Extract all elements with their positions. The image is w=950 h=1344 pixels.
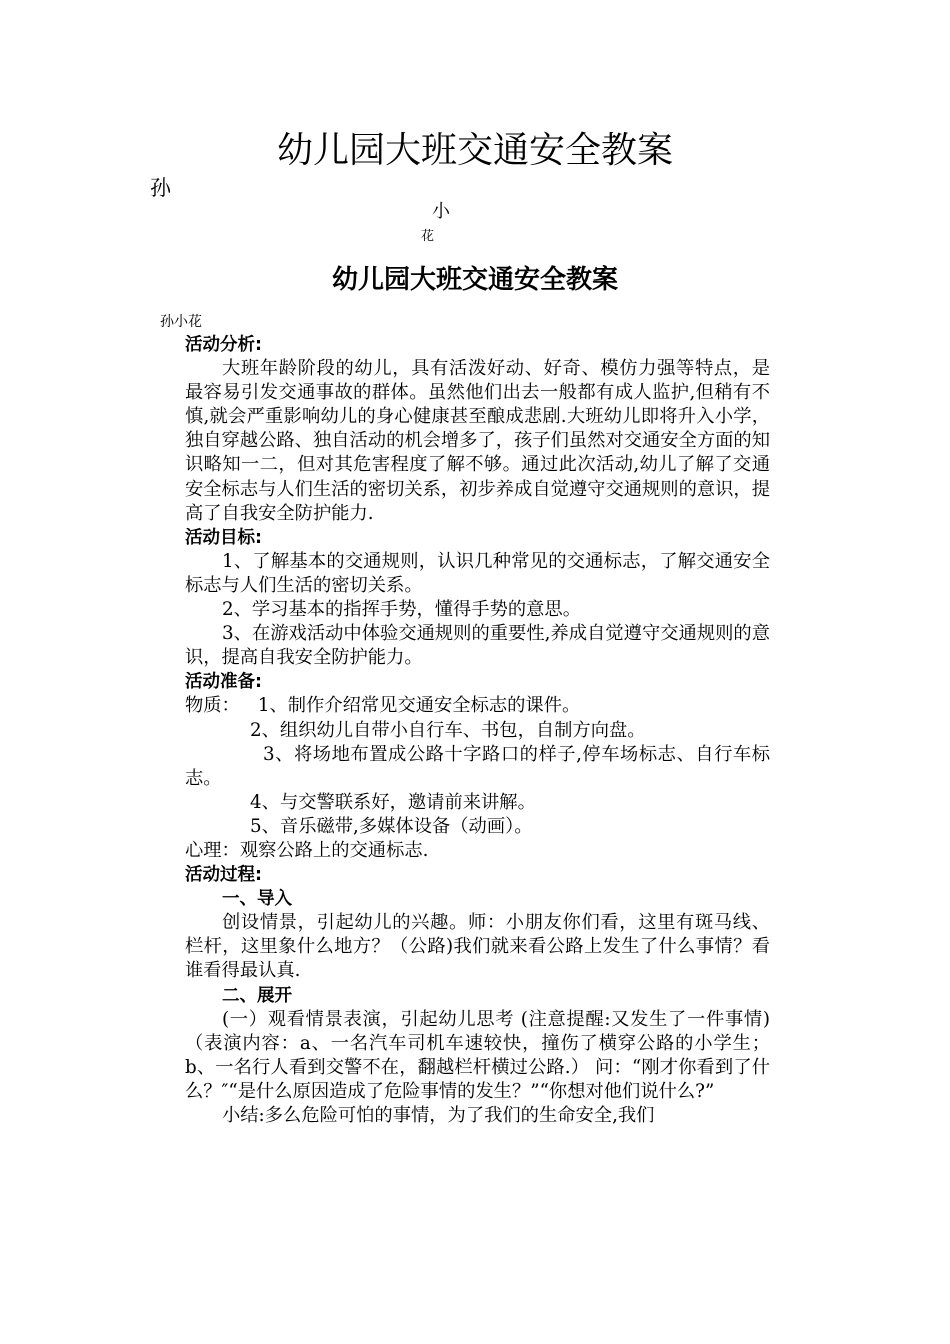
summary-paragraph: 小结:多么危险可怕的事情，为了我们的生命安全,我们 [222,1105,655,1126]
process-heading: 活动过程: [185,865,262,886]
goals-heading: 活动目标: [185,527,262,548]
prep-psych: 心理：观察公路上的交通标志. [185,839,429,861]
goal-item-3: 3、在游戏活动中体验交通规则的重要性,养成自觉遵守交通规则的意识，提高自我安全防护能力。 [185,623,770,669]
prep-item-1: 1、制作介绍常见交通安全标志的课件。 [257,695,581,717]
step1-heading: 一、导入 [222,889,292,910]
goal-item-2: 2、学习基本的指挥手势，懂得手势的意思。 [222,599,581,621]
goal-item-1: 1、了解基本的交通规则，认识几种常见的交通标志，了解交通安全标志与人们生活的密切关系。 [185,550,770,596]
prep-heading: 活动准备: [185,672,262,693]
step1-paragraph: 创设情景，引起幼儿的兴趣。师：小朋友你们看，这里有斑马线、栏杆，这里象什么地方？（公路)我们就来看公路上发生了什么事情？看谁看得最认真. [185,912,770,982]
document-title: 幼儿园大班交通安全教案 [331,265,618,295]
step2-heading: 二、展开 [222,985,292,1006]
header-author-char-3: 花 [421,229,435,244]
prep-item-4: 4、与交警联系好，邀请前来讲解。 [250,791,536,813]
header-author-char-2: 小 [432,201,450,222]
prep-item-2: 2、组织幼儿自带小自行车、书包，自制方向盘。 [250,719,646,741]
prep-item-3: 3、将场地布置成公路十字路口的样子,停车场标志、自行车标志。 [185,743,770,789]
analysis-heading: 活动分析: [185,335,262,355]
header-author-char-1: 孙 [150,176,171,200]
document-body [185,333,770,1128]
analysis-paragraph: 大班年龄阶段的幼儿，具有活泼好动、好奇、模仿力强等特点，是最容易引发交通事故的群体。虽然他们出去一般都有成人监护,但稍有不慎,就会严重影响幼儿的身心健康甚至酿成悲剧.大班幼儿即将升入小学，独自穿越公路、独自活动的机会增多了，孩子们虽然对交通安全方面的知识略知一二，但对其危害程度了解不够。通过此次活动,幼儿了解了交通安全标志与人们生活的密切关系，初步养成自觉遵守交通规则的意识，提高了自我安全防护能力. [185,358,770,524]
document-author: 孙小花 [160,314,202,330]
header-title: 幼儿园大班交通安全教案 [276,130,673,171]
step2-paragraph: (一）观看情景表演，引起幼儿思考 (注意提醒:又发生了一件事情)（表演内容：a、一名汽车司机车速较快，撞伤了横穿公路的小学生；b、一名行人看到交警不在，翻越栏杆横过公路.） 问：“刚才你看到了什么？″“是什么原因造成了危险事情的发生？”“你想对他们说什么?” [185,1008,770,1102]
prep-material-line [185,694,770,718]
prep-material-label: 物质： [185,695,240,717]
prep-item-5: 5、音乐磁带,多媒体设备（动画）。 [250,815,533,837]
